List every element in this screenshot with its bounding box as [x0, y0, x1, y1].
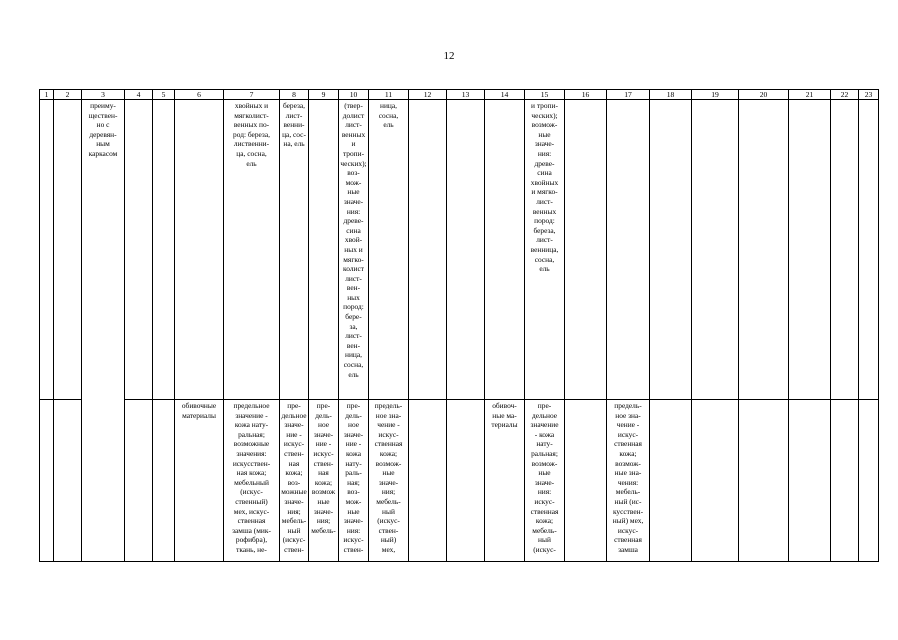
- column-number: 16: [565, 90, 607, 100]
- table-cell: предельное значение - кожа нату- ральная; возможные значения: искусствен- ная кожа; мебельный (искус- ственный) мех, искус- ственная замша (мик- рофибра), ткань, не-: [224, 400, 280, 562]
- table-cell: ница, сосна, ель: [369, 100, 409, 400]
- table-cell: обивоч- ные ма- териалы: [485, 400, 525, 562]
- table-cell: предель- ное зна- чение - искус- ственная кожа; возмож- ные значе- ния; мебель- ный (искус- ствен- ный) мех,: [369, 400, 409, 562]
- table-cell: пре- дель- ное значе- ние - кожа нату- раль- ная; воз- мож- ные значе- ния: искус- ствен-: [339, 400, 369, 562]
- column-number: 17: [607, 90, 650, 100]
- table-cell: пре- дель- ное значе- ние - искус- ствен- ная кожа; возмож ные значе- ния; мебель-: [309, 400, 339, 562]
- table-cell: [40, 100, 54, 400]
- table-cell: береза, лист- венни- ца, сос- на, ель: [280, 100, 309, 400]
- table-cell: обивочные материалы: [175, 400, 224, 562]
- column-number: 5: [153, 90, 175, 100]
- table-cell: [153, 100, 175, 400]
- table-cell: пре- дельное значе- ние - искус- ствен- ная кожа; воз- можные значе- ния; мебель- ный (искус- ствен-: [280, 400, 309, 562]
- table-cell: [447, 100, 485, 400]
- table-cell: [692, 400, 739, 562]
- table-cell: [409, 400, 447, 562]
- column-number: 8: [280, 90, 309, 100]
- table-cell: [789, 100, 831, 400]
- table-cell: [650, 100, 692, 400]
- table-cell: [54, 100, 82, 400]
- table-cell: и тропи- ческих); возмож- ные значе- ния: древе- сина хвойных и мягко- лист- венных пород: береза, лист- венница, сосна, ель: [525, 100, 565, 400]
- column-number: 22: [831, 90, 859, 100]
- column-number: 6: [175, 90, 224, 100]
- table-cell: [40, 400, 54, 562]
- column-number: 15: [525, 90, 565, 100]
- column-number: 20: [739, 90, 789, 100]
- column-number: 12: [409, 90, 447, 100]
- column-number: 18: [650, 90, 692, 100]
- table-cell: [692, 100, 739, 400]
- table-cell: [739, 400, 789, 562]
- table-cell: [485, 100, 525, 400]
- table-cell: пре- дельное значение - кожа нату- ральная; возмож- ные значе- ния: искус- ственная кожа; мебель- ный (искус-: [525, 400, 565, 562]
- table-cell: [739, 100, 789, 400]
- table-cell: [565, 400, 607, 562]
- table-cell: предель- ное зна- чение - искус- ственная кожа; возмож- ные зна- чения: мебель- ный (ис- кусствен- ный) мех, искус- ственная замша: [607, 400, 650, 562]
- column-number: 1: [40, 90, 54, 100]
- column-number: 21: [789, 90, 831, 100]
- table-cell: [859, 400, 879, 562]
- column-number: 14: [485, 90, 525, 100]
- table-cell: [565, 100, 607, 400]
- table-row: [40, 400, 879, 562]
- table-cell: [309, 100, 339, 400]
- page-number: 12: [443, 50, 455, 62]
- column-number: 2: [54, 90, 82, 100]
- column-number: 19: [692, 90, 739, 100]
- spec-table: [39, 89, 879, 562]
- column-number: 10: [339, 90, 369, 100]
- table-cell: [650, 400, 692, 562]
- table-cell: [831, 400, 859, 562]
- column-number: 7: [224, 90, 280, 100]
- column-number: 9: [309, 90, 339, 100]
- table-cell: [153, 400, 175, 562]
- table-cell: [125, 400, 153, 562]
- table-cell: [54, 400, 82, 562]
- table-row: [40, 100, 879, 400]
- column-number-row: [40, 90, 879, 100]
- column-number: 13: [447, 90, 485, 100]
- table-cell: (твер- долист лист- венных и тропи- ческих); воз- мож- ные значе- ния: древе- сина хвой- ных и мягко- колист лист- вен- ных пород: бере- за, лист- вен- ница, сосна, ель: [339, 100, 369, 400]
- table-cell: [607, 100, 650, 400]
- table-cell: [447, 400, 485, 562]
- table-cell: [789, 400, 831, 562]
- table-cell: [409, 100, 447, 400]
- column-number: 11: [369, 90, 409, 100]
- table-cell: [125, 100, 153, 400]
- column-number: 23: [859, 90, 879, 100]
- table-cell: [859, 100, 879, 400]
- table-cell: [831, 100, 859, 400]
- column-number: 3: [82, 90, 125, 100]
- column-number: 4: [125, 90, 153, 100]
- table-cell: [175, 100, 224, 400]
- table-cell: преиму- ществен- но с деревян- ным каркасом: [82, 100, 125, 562]
- table-cell: хвойных и мягколист- венных по- род: береза, лиственни- ца, сосна, ель: [224, 100, 280, 400]
